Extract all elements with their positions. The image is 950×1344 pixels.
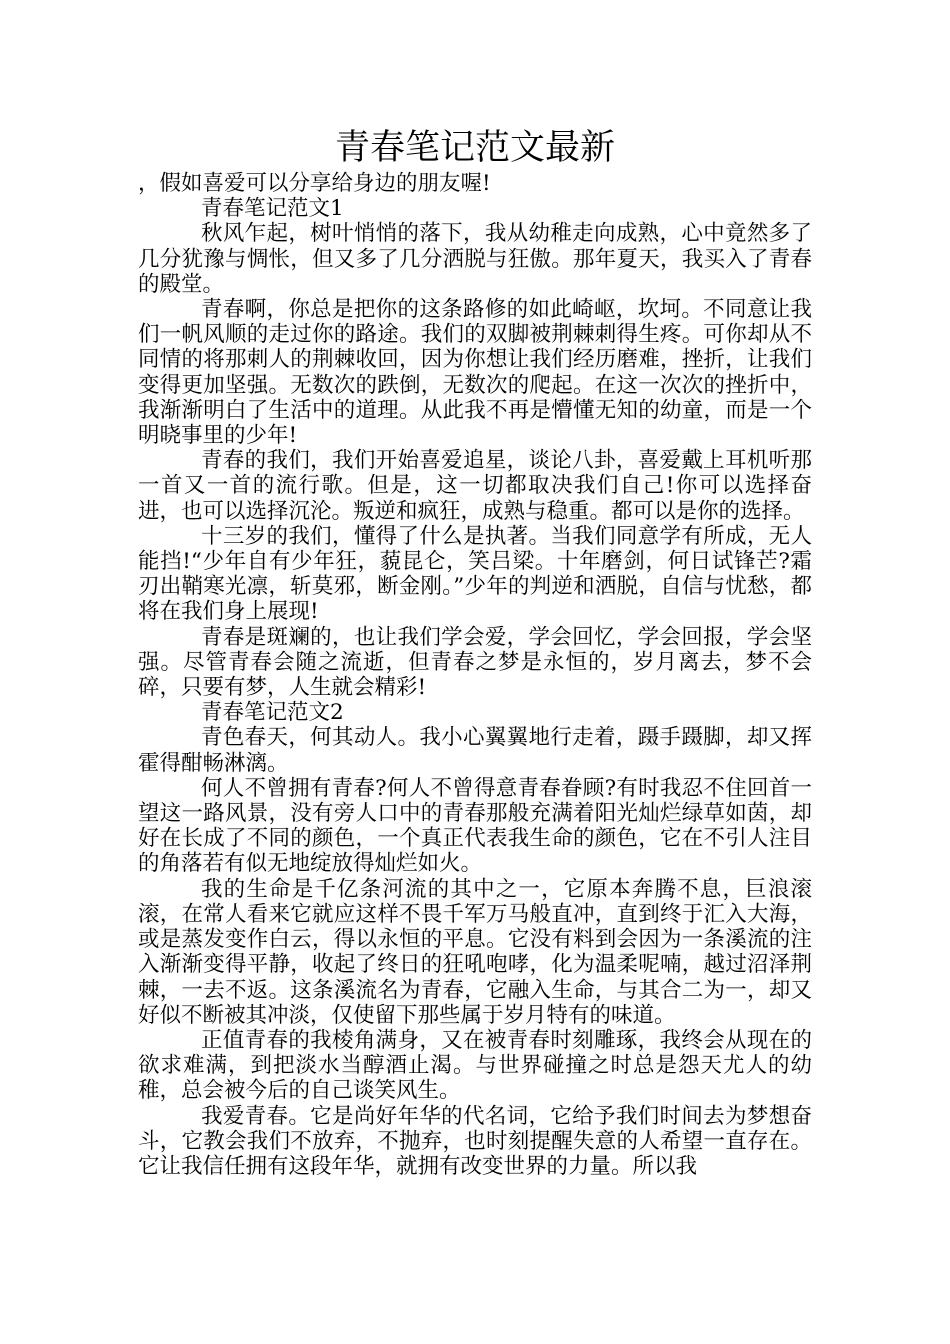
section-heading-1: 青春笔记范文1	[201, 196, 344, 222]
paragraph: 何人不曾拥有青春?何人不曾得意青春眷顾?有时我忍不住回首一望这一路风景，没有旁人口中的青春那般充满着阳光灿烂绿草如茵，却好在长成了不同的颜色，一个真正代表我生命的颜色，它在不引人注目的角落若有似无地绽放得灿烂如火。	[138, 775, 812, 877]
paragraph: 秋风乍起，树叶悄悄的落下，我从幼稚走向成熟，心中竟然多了几分犹豫与惆怅，但又多了几分洒脱与狂傲。那年夏天，我买入了青春的殿堂。	[138, 221, 812, 297]
paragraph: 我的生命是千亿条河流的其中之一，它原本奔腾不息，巨浪滚滚，在常人看来它就应这样不畏千军万马般直冲，直到终于汇入大海，或是蒸发变作白云，得以永恒的平息。它没有料到会因为一条溪流的注入渐渐变得平静，收起了终日的狂吼咆哮，化为温柔呢喃，越过沼泽荆棘，一去不返。这条溪流名为青春，它融入生命，与其合二为一，却又好似不断被其冲淡，仅使留下那些属于岁月特有的味道。	[138, 876, 812, 1028]
paragraph: 青春是斑斓的，也让我们学会爱，学会回忆，学会回报，学会坚强。尽管青春会随之流逝，但青春之梦是永恒的，岁月离去，梦不会碎，只要有梦，人生就会精彩!	[138, 624, 812, 701]
paragraph: 正值青春的我棱角满身，又在被青春时刻雕琢，我终会从现在的欲求难满，到把淡水当醇酒止渴。与世界碰撞之时总是怨天尤人的幼稚，总会被今后的自己谈笑风生。	[138, 1027, 812, 1104]
intro-line: ，假如喜爱可以分享给身边的朋友喔!	[138, 171, 491, 196]
document-title: 青春笔记范文最新	[334, 128, 615, 168]
paragraph: 青春啊，你总是把你的这条路修的如此崎岖，坎坷。不同意让我们一帆风顺的走过你的路途。我们的双脚被荆棘刺得生疼。可你却从不同情的将那刺人的荆棘收回，因为你想让我们经历磨难，挫折，让我们变得更加坚强。无数次的跌倒，无数次的爬起。在这一次次的挫折中，我渐渐明白了生活中的道理。从此我不再是懵懂无知的幼童，而是一个明晓事里的少年!	[138, 297, 812, 449]
section-heading-2: 青春笔记范文2	[201, 700, 344, 726]
paragraph: 青春的我们，我们开始喜爱追星，谈论八卦，喜爱戴上耳机听那一首又一首的流行歌。但是，这一切都取决我们自己!你可以选择奋进，也可以选择沉沦。叛逆和疯狂，成熟与稳重。都可以是你的选择。	[138, 448, 812, 524]
paragraph: 我爱青春。它是尚好年华的代名词，它给予我们时间去为梦想奋斗，它教会我们不放弃，不抛弃，也时刻提醒失意的人希望一直存在。它让我信任拥有这段年华，就拥有改变世界的力量。所以我	[138, 1103, 812, 1179]
paragraph: 十三岁的我们，懂得了什么是执著。当我们同意学有所成，无人能挡!“少年自有少年狂，藐昆仑，笑吕梁。十年磨剑，何日试锋芒?霜刃出鞘寒光凛，斩莫邪，断金刚。”少年的判逆和洒脱，自信与忧愁，都将在我们身上展现!	[138, 523, 812, 625]
document-body	[138, 171, 812, 1179]
paragraph: 青色春天，何其动人。我小心翼翼地行走着，蹑手蹑脚，却又挥霍得酣畅淋漓。	[138, 725, 812, 776]
